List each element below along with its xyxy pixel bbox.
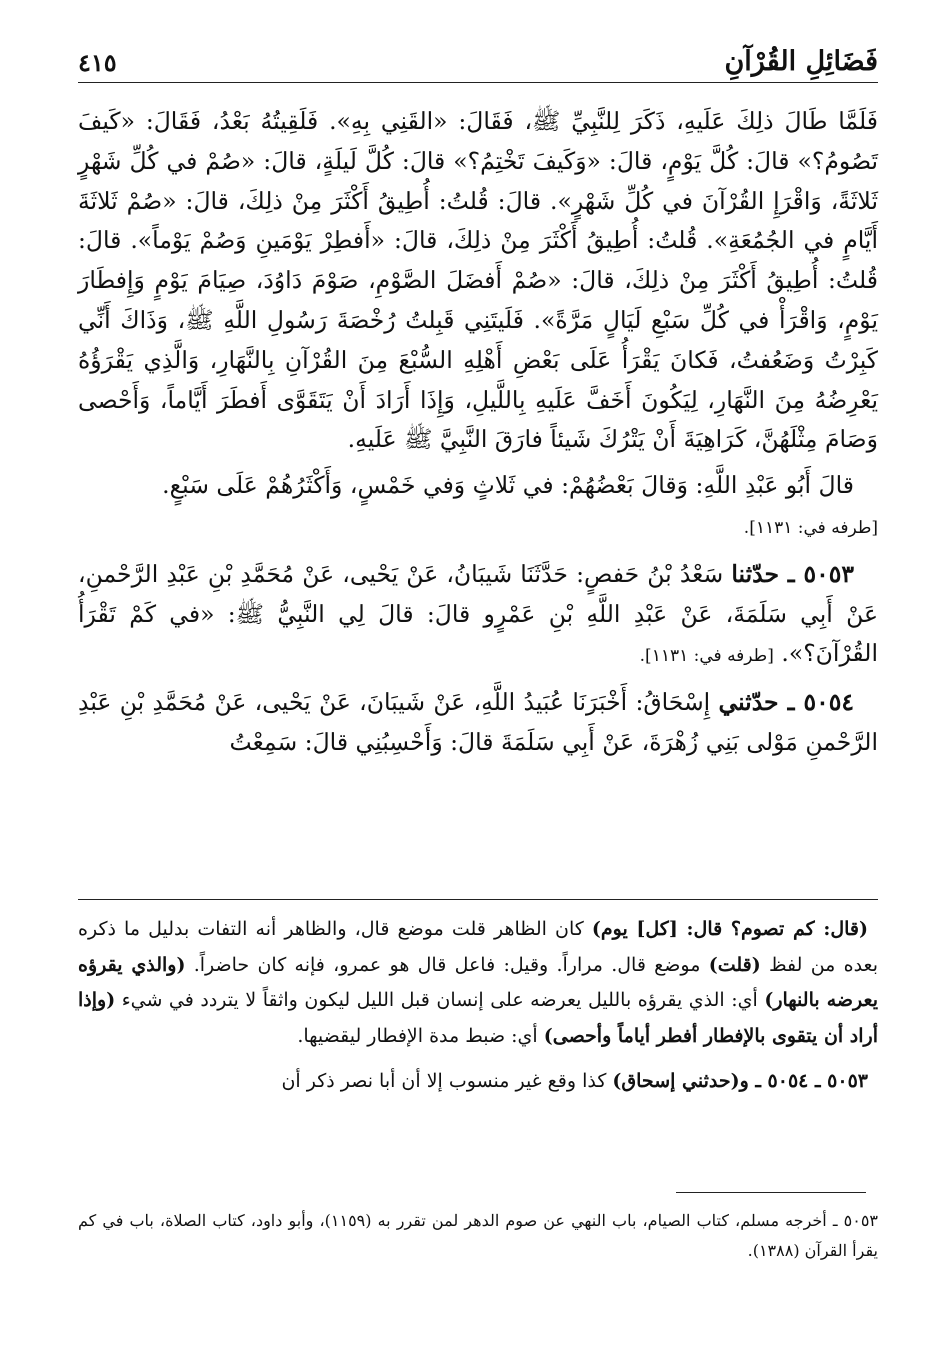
commentary-text: موضع قال. مراراً. وقيل: فاعل قال هو عمرو، فإنه كان حاضراً. — [185, 953, 709, 976]
footnote — [78, 1206, 878, 1266]
commentary-paragraph — [78, 1064, 878, 1100]
commentary-lemma: ٥٠٥٣ ـ ٥٠٥٤ ـ و(حدثني إسحاق) — [612, 1070, 868, 1092]
abu-abdullah-note — [78, 466, 878, 549]
running-title: فَضَائِلِ القُرْآنِ — [724, 46, 878, 77]
main-text — [78, 102, 878, 763]
cross-reference: [طرفه في: ١١٣١]. — [639, 646, 774, 667]
hadith-5054 — [78, 683, 878, 763]
page-number: ٤١٥ — [78, 48, 117, 77]
cross-reference: [طرفه في: ١١٣١]. — [743, 517, 878, 538]
commentary-paragraph — [78, 912, 878, 1054]
hadith-number: ٥٠٥٤ ـ حدّثني — [718, 688, 854, 717]
hadith-text: إِسْحَاقُ: أَخْبَرَنَا عُبَيدُ اللَّهِ، عَنْ شَيبَانَ، عَنْ يَحْيى، عَنْ مُحَمَّدِ بْنِ عَبْدِ الرَّحْمنِ مَوْلى بَنِي زُهْرَةَ، عَنْ أَبِي سَلَمَةَ قالَ: وَأَحْسِبُنِي قالَ: سَمِعْتُ — [78, 688, 878, 756]
commentary-text: كان الظاهر قلت موضع قال، والظاهر أنه التفات بدليل ما ذكره بعده من لفظ — [78, 918, 878, 976]
commentary-lemma: (وإذا أراد أن يتقوى بالإفطار أفطر أياماً وأحصى) — [78, 989, 878, 1047]
commentary — [78, 912, 878, 1100]
commentary-lemma: (والذي يقرؤه يعرضه بالنهار) — [78, 953, 878, 1011]
abu-abdullah-note-text: قالَ أَبُو عَبْدِ اللَّهِ: وَقالَ بَعْضُهُمْ: في ثَلاثٍ وَفي خَمْسٍ، وَأَكْثَرُهُمْ عَلَى سَبْعٍ. — [162, 471, 854, 500]
commentary-text: أي: الذي يقرؤه بالليل يعرضه على إنسان قبل الليل ليكون واثقاً لا يتردد في شيء — [115, 989, 765, 1011]
hadith-5053 — [78, 555, 878, 677]
commentary-lemma: (قال: كم تصوم؟ قال: [كل] يوم) — [591, 918, 868, 940]
commentary-text: كذا وقع غير منسوب إلا أن أبا نصر ذكر أن — [281, 1070, 613, 1092]
commentary-text: أي: ضبط مدة الإفطار ليقضيها. — [297, 1024, 544, 1047]
footnote-text: ٥٠٥٣ ـ أخرجه مسلم، كتاب الصيام، باب النهي عن صوم الدهر لمن تقرر به (١١٥٩)، وأبو داود، كتاب الصلاة، باب في كم يقرأ القرآن (١٣٨٨). — [78, 1211, 878, 1260]
hadith-continuation: فَلَمَّا طَالَ ذلِكَ عَلَيهِ، ذَكَرَ لِلنَّبِيِّ ﷺ، فَقَالَ: «القَنِي بِهِ». فَلَقِيتُهُ بَعْدُ، فَقَالَ: «كَيفَ تَصُومُ؟» قالَ: كُلَّ يَوْمٍ، قالَ: «وَكَيفَ تَخْتِمُ؟» قالَ: كُلَّ لَيلَةٍ، قالَ: «صُمْ في كُلِّ شَهْرٍ ثَلاثَةً، وَاقْرَإِ القُرْآنَ في كُلِّ شَهْرٍ». قالَ: قُلتُ: أُطِيقُ أَكْثَرَ مِنْ ذلِكَ، قالَ: «صُمْ ثَلاثَةَ أَيَّامٍ في الجُمُعَةِ». قُلتُ: أُطِيقُ أَكْثَرَ مِنْ ذلِكَ، قالَ: «أَفطِرْ يَوْمَينِ وَصُمْ يَوْماً». قالَ: قُلتُ: أُطِيقُ أَكْثَرَ مِنْ ذلِكَ، قالَ: «صُمْ أَفضَلَ الصَّوْمِ، صَوْمَ دَاوُدَ، صِيَامَ يَوْمٍ وَإِفطَارَ يَوْمٍ، وَاقْرَأْ في كُلِّ سَبْعِ لَيَالٍ مَرَّةً». فَلَيتَنِي قَبِلتُ رُخْصَةَ رَسُولِ اللَّهِ ﷺ، وَذَاكَ أَنِّي كَبِرْتُ وَضَعُفتُ، فَكانَ يَقْرَأُ عَلَى بَعْضِ أَهْلِهِ السُّبْعَ مِنَ القُرْآنِ بِالنَّهَارِ، وَالَّذِي يَقْرَؤُهُ يَعْرِضُهُ مِنَ النَّهَارِ، لِيَكُونَ أَخَفَّ عَلَيهِ بِاللَّيلِ، وَإِذَا أَرَادَ أَنْ يَتَقَوَّى أَفطَرَ أَيَّاماً، وَأَحْصى وَصَامَ مِثْلَهُنَّ، كَرَاهِيَةَ أَنْ يَتْرُكَ شَيئاً فارَقَ النَّبِيَّ ﷺ عَلَيهِ. — [78, 107, 878, 454]
commentary-lemma: (قلت) — [708, 953, 761, 976]
footnote-rule — [676, 1192, 866, 1193]
header-rule — [78, 82, 878, 83]
hadith-text: سَعْدُ بْنُ حَفصٍ: حَدَّثَنَا شَيبَانُ، عَنْ يَحْيى، عَنْ مُحَمَّدِ بْنِ عَبْدِ الرَّحْمنِ، عَنْ أَبِي سَلَمَةَ، عَنْ عَبْدِ اللَّهِ بْنِ عَمْرٍو قالَ: قالَ لِي النَّبِيُّ ﷺ: «في كَمْ تَقْرَأُ القُرْآنَ؟». — [78, 559, 878, 668]
commentary-divider — [78, 899, 878, 900]
page-header — [78, 42, 878, 88]
hadith-number: ٥٠٥٣ ـ حدّثنا — [731, 559, 854, 588]
